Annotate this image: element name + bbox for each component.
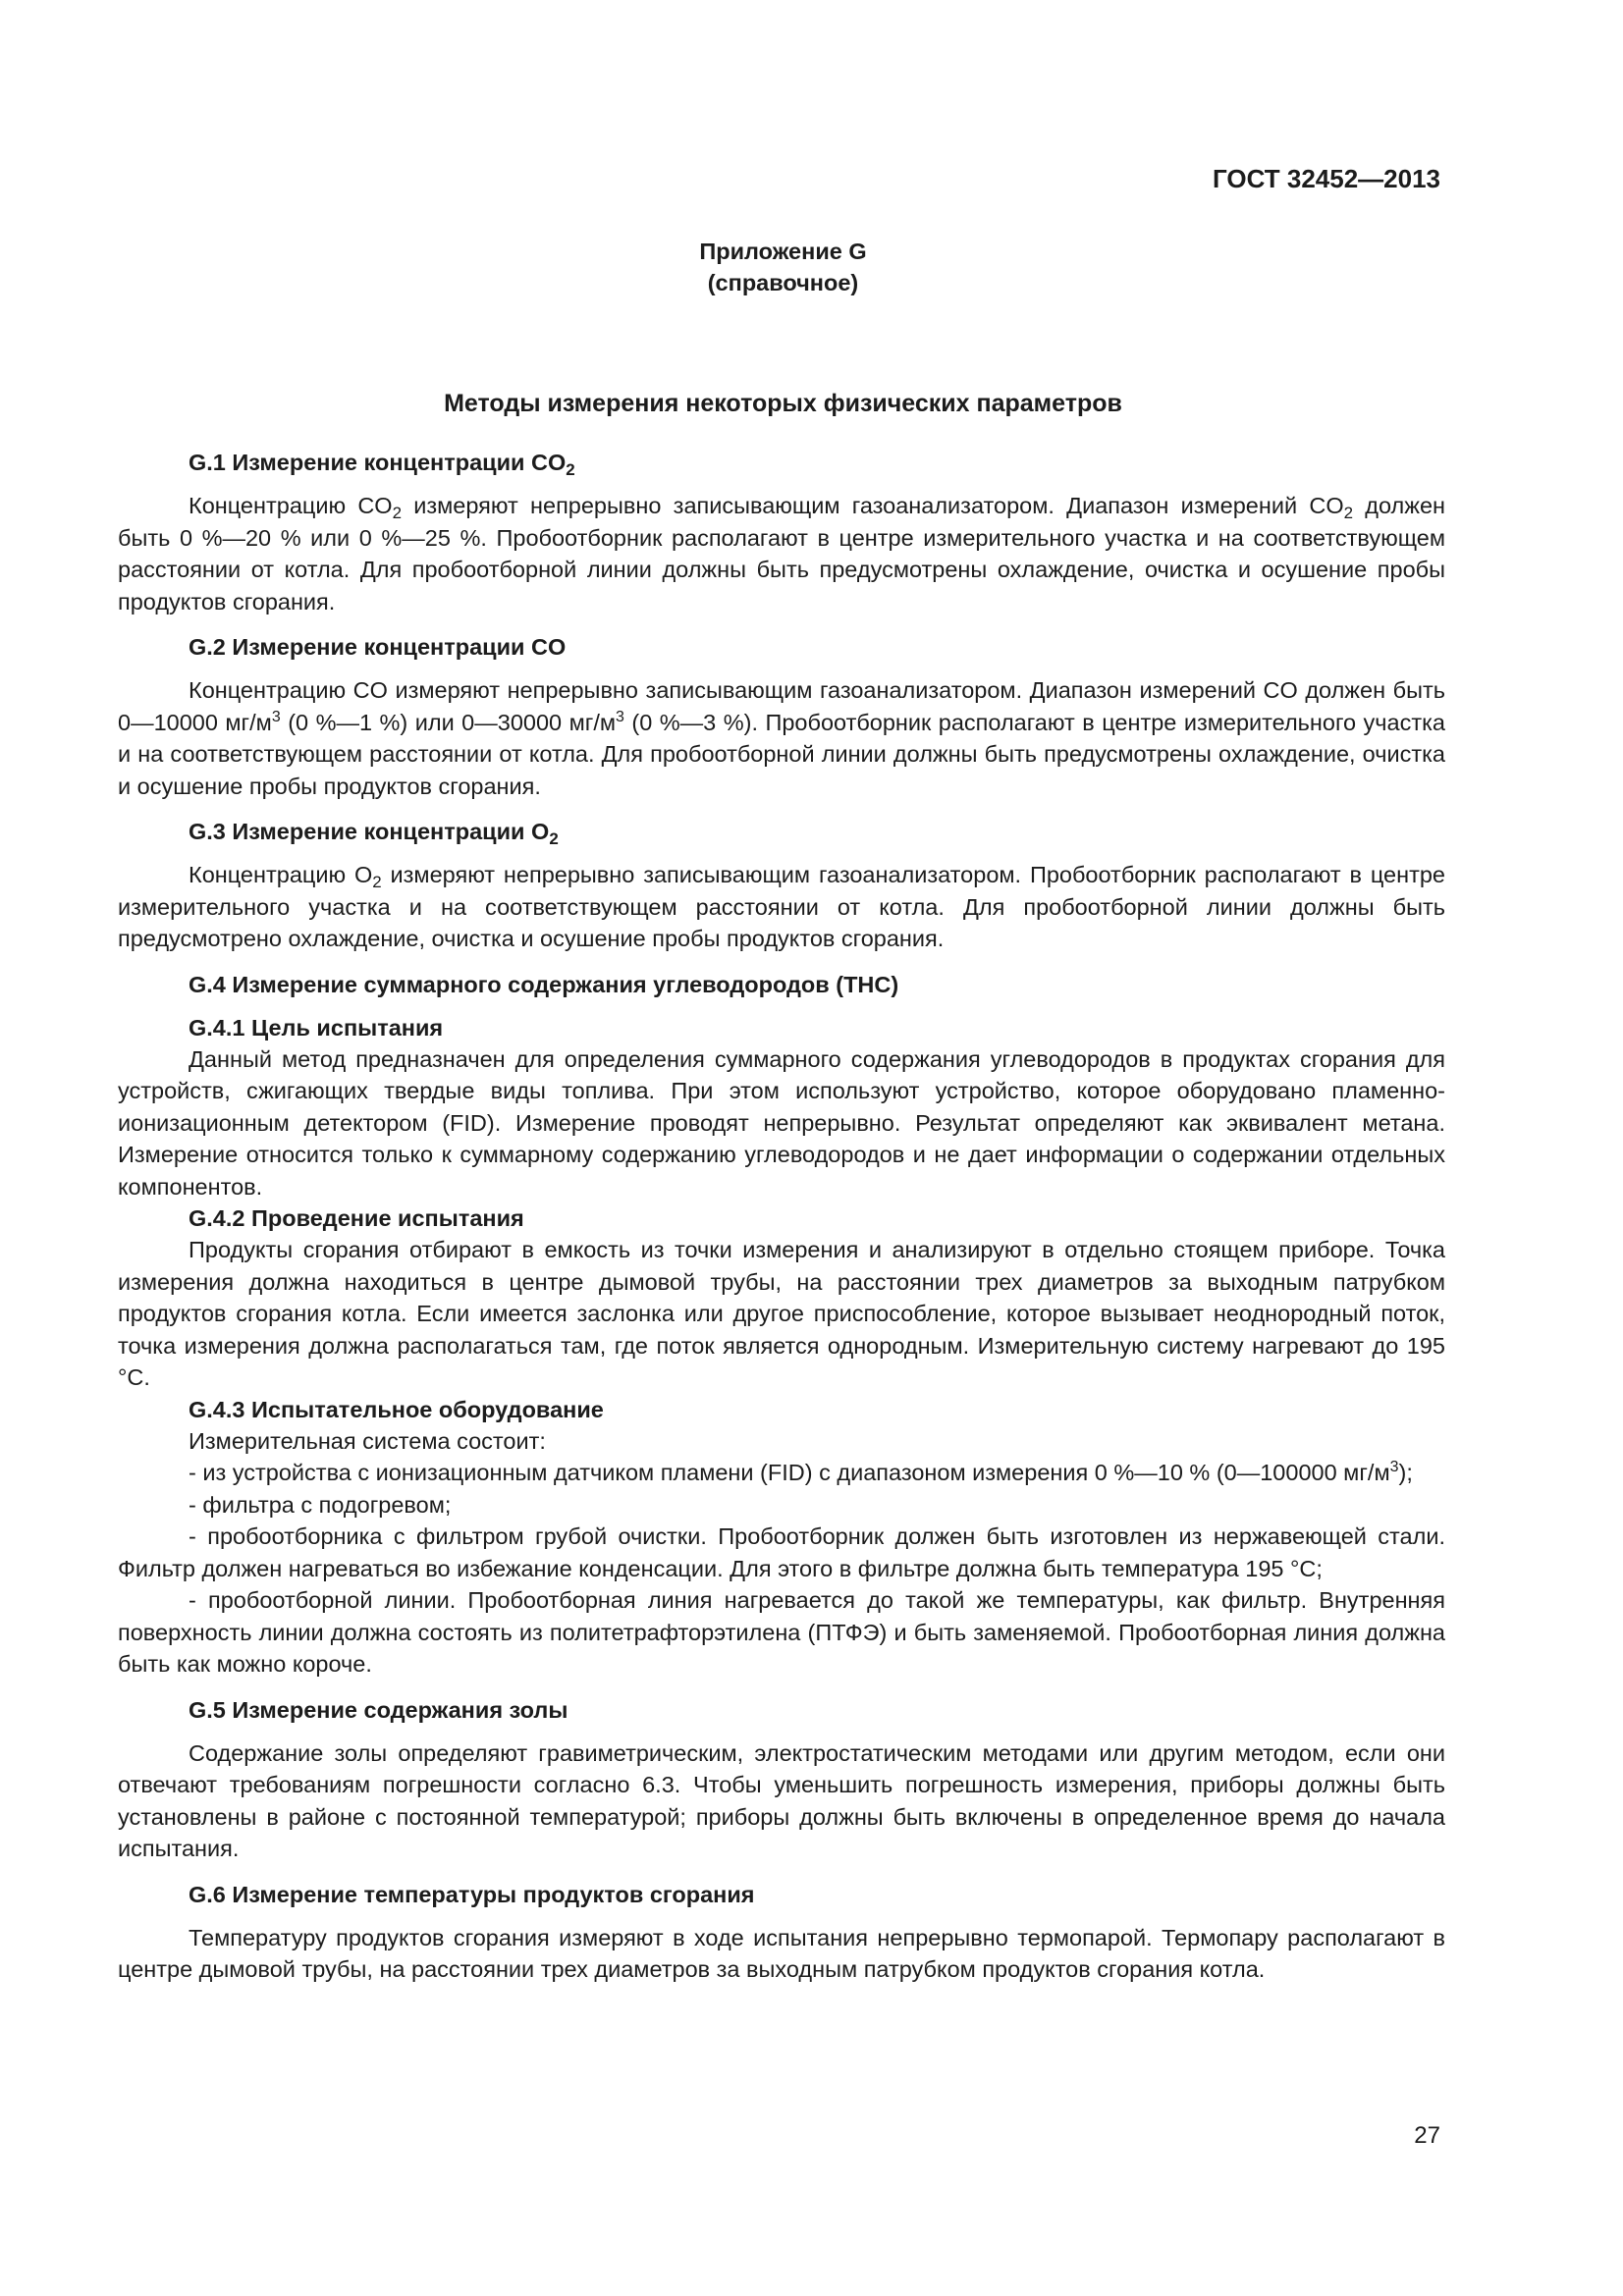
appendix-title: Приложение G	[699, 239, 867, 264]
text-run: Концентрацию CO измеряют непрерывно записывающим газоанализатором. Диапазон измерений CO должен быть 0—10000 мг/м	[118, 677, 1445, 735]
list-item: - пробоотборной линии. Пробоотборная линия нагревается до такой же температуры, как фильтр. Внутренняя поверхность линии должна состоять из политетрафторэтилена (ПТФЭ) и быть заменяемой. Пробоотборная линия должна быть как можно короче.	[118, 1587, 1445, 1677]
page-number: 27	[1414, 2122, 1440, 2149]
list-item: - пробоотборника с фильтром грубой очистки. Пробоотборник должен быть изготовлен из нержавеющей стали. Фильтр должен нагреваться во избежание конденсации. Для этого в фильтре должна быть температура 195 °С;	[118, 1523, 1445, 1581]
paragraph-g5: Содержание золы определяют гравиметрическим, электростатическим методами или другим методом, если они отвечают требованиям погрешности согласно 6.3. Чтобы уменьшить погрешность измерения, приборы должны быть установлены в районе с постоянной температурой; приборы должны быть включены в определенное время до начала испытания.	[118, 1739, 1445, 1861]
text-run: (0 %—3 %). Пробоотборник располагают в центре измерительного участка и на соответствующем расстоянии от котла. Для пробоотборной линии должны быть предусмотрены охлаждение, очистка и осушение пробы продуктов сгорания.	[118, 709, 1445, 799]
text-run: Концентрацию CO	[189, 493, 393, 518]
document-body	[118, 447, 1445, 1986]
list-item: - фильтра с подогревом;	[189, 1491, 452, 1518]
section-heading-g1	[118, 447, 1445, 478]
subsection-heading-g42: G.4.2 Проведение испытания	[189, 1205, 524, 1231]
text-run: - из устройства с ионизационным датчиком пламени (FID) с диапазоном измерения 0 %—10 % (0—100000 мг/м	[189, 1460, 1390, 1485]
section-heading-g6: G.6 Измерение температуры продуктов сгорания	[189, 1881, 755, 1907]
paragraph-g43-intro: Измерительная система состоит:	[189, 1427, 546, 1454]
paragraph-g3	[118, 859, 1445, 955]
subscript: 2	[549, 829, 559, 849]
subscript: 2	[1343, 504, 1354, 523]
text-run: Концентрацию O	[189, 862, 373, 887]
text-run: измеряют непрерывно записывающим газоанализатором. Диапазон измерений CO	[402, 493, 1344, 518]
superscript: 3	[271, 708, 281, 725]
section-heading-g4: G.4 Измерение суммарного содержания углеводородов (THC)	[189, 971, 899, 997]
paragraph-g6: Температуру продуктов сгорания измеряют в ходе испытания непрерывно термопарой. Термопару располагают в центре дымовой трубы, на расстоянии трех диаметров за выходным патрубком продуктов сгорания котла.	[118, 1924, 1445, 1982]
paragraph-g2	[118, 674, 1445, 802]
page-title: Методы измерения некоторых физических параметров	[444, 390, 1122, 417]
subscript: 2	[392, 504, 402, 523]
text-run: измеряют непрерывно записывающим газоанализатором. Пробоотборник располагают в центре измерительного участка и на соответствующем расстоянии от котла. Для пробоотборной линии должны быть предусмотрено охлаждение, очистка и осушение пробы продуктов сгорания.	[118, 862, 1445, 951]
text-run: должен быть 0 %—20 % или 0 %—25 %. Пробоотборник располагают в центре измерительного участка и на соответствующем расстоянии от котла. Для пробоотборной линии должны быть предусмотрены охлаждение, очистка и осушение пробы продуктов сгорания.	[118, 493, 1446, 614]
section-heading-g3-text: G.3 Измерение концентрации O	[189, 819, 550, 844]
section-heading-g2: G.2 Измерение концентрации CO	[189, 634, 567, 660]
text-run: );	[1398, 1460, 1413, 1485]
superscript: 3	[616, 708, 624, 725]
subsection-heading-g43: G.4.3 Испытательное оборудование	[189, 1396, 604, 1422]
superscript: 3	[1389, 1459, 1399, 1476]
section-heading-g5: G.5 Измерение содержания золы	[189, 1696, 568, 1723]
list-item	[118, 1457, 1445, 1489]
text-run: (0 %—1 %) или 0—30000 мг/м	[280, 709, 617, 735]
paragraph-g42: Продукты сгорания отбирают в емкость из точки измерения и анализируют в отдельно стоящем приборе. Точка измерения должна находиться в центре дымовой трубы, на расстоянии трех диаметров за выходным патрубком продуктов сгорания котла. Если имеется заслонка или другое приспособление, которое вызывает неоднородный поток, точка измерения должна располагаться там, где поток является однородным. Измерительную систему нагревают до 195 °С.	[118, 1237, 1445, 1390]
appendix-status: (справочное)	[707, 270, 859, 295]
subscript: 2	[566, 460, 575, 480]
subsection-heading-g41: G.4.1 Цель испытания	[189, 1014, 444, 1041]
section-heading-g3	[118, 816, 1445, 847]
paragraph-g41: Данный метод предназначен для определения суммарного содержания углеводородов в продуктах сгорания для устройств, сжигающих твердые виды топлива. При этом используют устройство, которое оборудовано пламенно-ионизационным детектором (FID). Измерение проводят непрерывно. Результат определяют как эквивалент метана. Измерение относится только к суммарному содержанию углеводородов и не дает информации о содержании отдельных компонентов.	[118, 1045, 1445, 1200]
section-heading-g1-text: G.1 Измерение концентрации CO	[189, 450, 567, 475]
paragraph-g1	[118, 490, 1445, 617]
subscript: 2	[372, 873, 382, 892]
standard-number: ГОСТ 32452—2013	[1213, 164, 1440, 193]
